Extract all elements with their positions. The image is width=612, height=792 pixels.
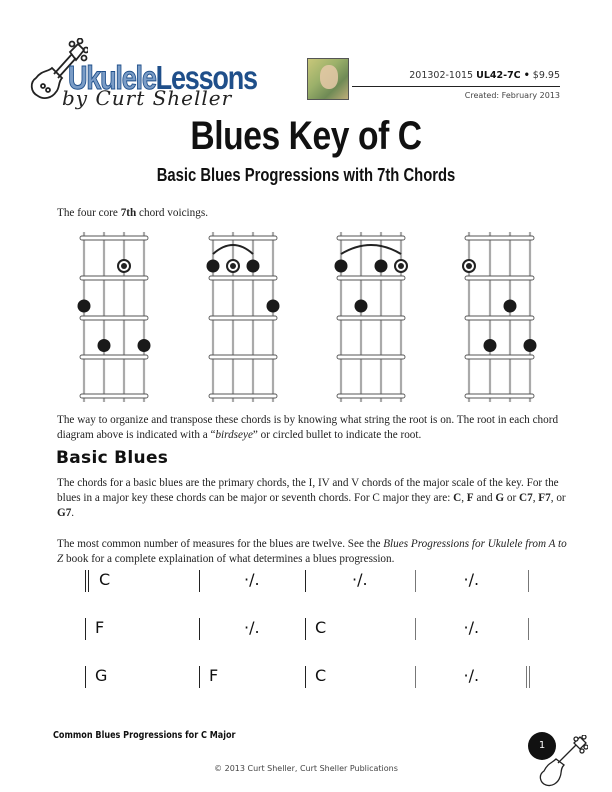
repeat-measure-icon: ·/. — [463, 666, 480, 685]
logo-byline: by Curt Sheller — [62, 86, 233, 110]
fret-line — [465, 276, 534, 280]
chord-diagram-3 — [335, 232, 408, 402]
fret-line — [80, 276, 148, 280]
intro-after: chord voicings. — [136, 207, 209, 219]
chord-symbol: G — [95, 666, 108, 685]
ukulele-icon — [538, 735, 588, 787]
separator: • — [523, 70, 530, 81]
finger-dot — [78, 300, 91, 313]
chord-f: F — [466, 492, 474, 504]
copyright: © 2013 Curt Sheller, Curt Sheller Publications — [214, 764, 398, 773]
sep: , — [461, 492, 467, 504]
chord-c7: C7 — [519, 492, 533, 504]
fret-line — [209, 236, 277, 240]
chord-symbol: F — [209, 666, 219, 685]
chord-symbol: F — [95, 618, 105, 637]
root-text-2: ” or circled bullet to indicate the root. — [252, 429, 422, 441]
logo — [28, 38, 308, 113]
product-number: 201302-1015 — [409, 70, 474, 81]
logo-word-lessons: Lessons — [155, 59, 257, 96]
repeat-measure-icon: ·/. — [463, 618, 480, 637]
barline — [526, 666, 527, 688]
barline — [85, 666, 86, 688]
fret-line — [80, 236, 148, 240]
fret-line — [465, 394, 534, 398]
finger-dot — [207, 260, 220, 273]
chord-g: G — [495, 492, 505, 504]
header-rule — [352, 86, 560, 87]
fret-line — [337, 276, 405, 280]
barline — [85, 618, 86, 640]
barline — [85, 570, 86, 592]
barre-arc — [341, 245, 401, 254]
repeat-measure-icon: ·/. — [244, 618, 260, 637]
fret-line — [209, 316, 277, 320]
finger-dot — [355, 300, 368, 313]
barline — [305, 666, 306, 688]
product-info — [409, 70, 560, 81]
sep: or — [504, 492, 520, 504]
root-text-1: The way to organize and transpose these chords is by knowing what string the root is on. The root in each chord diagram above is indicated with a “ — [57, 414, 559, 441]
fret-line — [337, 316, 405, 320]
measures-text-2: book for a complete explaination of what determines a blues progression. — [63, 553, 395, 565]
logo-word-ukulele: Ukulele — [68, 59, 156, 96]
root-center — [121, 263, 127, 269]
page-subtitle: Basic Blues Progressions with 7th Chords — [156, 164, 456, 185]
intro-before: The four core — [57, 207, 121, 219]
fret-line — [337, 394, 405, 398]
chord-diagram-1 — [78, 232, 151, 402]
repeat-measure-icon: ·/. — [244, 570, 260, 589]
section-heading: Basic Blues — [56, 448, 169, 468]
root-text-italic: birdseye — [215, 429, 253, 441]
chord-symbol: C — [315, 666, 327, 685]
fret-line — [209, 355, 277, 359]
author-face — [320, 65, 338, 89]
repeat-measure-icon: ·/. — [352, 570, 368, 589]
finger-dot — [524, 339, 537, 352]
fret-line — [337, 236, 405, 240]
barline — [88, 570, 89, 592]
barline — [415, 666, 416, 688]
finger-dot — [335, 260, 348, 273]
product-code: UL42-7C — [476, 70, 521, 81]
finger-dot — [484, 339, 497, 352]
root-center — [398, 263, 404, 269]
page-number: 1 — [528, 732, 556, 760]
finger-dot — [247, 260, 260, 273]
sep: , or — [550, 492, 566, 504]
barline — [199, 570, 200, 592]
chord-f7: F7 — [538, 492, 551, 504]
finger-dot — [504, 300, 517, 313]
barline — [199, 666, 200, 688]
sep: , — [532, 492, 539, 504]
barline — [305, 570, 306, 592]
barline — [528, 570, 529, 592]
finger-dot — [267, 300, 280, 313]
barline — [529, 666, 530, 688]
fret-line — [209, 276, 277, 280]
fret-line — [80, 316, 148, 320]
chord-g7: G7 — [57, 507, 72, 519]
fret-line — [80, 355, 148, 359]
created-date: Created: February 2013 — [464, 91, 560, 100]
blues-progression-chart — [70, 562, 550, 702]
barline — [305, 618, 306, 640]
root-center — [230, 263, 236, 269]
chord-diagram-4 — [463, 232, 537, 402]
chord-symbol: C — [99, 570, 111, 589]
page-title: Blues Key of C — [190, 114, 422, 158]
sep: . — [71, 507, 75, 519]
finger-dot — [138, 339, 151, 352]
chords-paragraph — [57, 476, 567, 521]
fret-line — [465, 355, 534, 359]
intro-bold: 7th — [120, 207, 137, 219]
fret-line — [465, 316, 534, 320]
footer-title: Common Blues Progressions for C Major — [53, 730, 236, 741]
root-paragraph — [57, 413, 567, 443]
repeat-measure-icon: ·/. — [463, 570, 480, 589]
author-photo — [307, 58, 349, 100]
root-center — [466, 263, 472, 269]
measures-text-1: The most common number of measures for the blues are twelve. See the — [57, 538, 384, 550]
finger-dot — [375, 260, 388, 273]
intro-text — [57, 206, 208, 221]
chord-diagram-2 — [207, 232, 280, 402]
fret-line — [209, 394, 277, 398]
price: $9.95 — [532, 70, 560, 81]
barline — [199, 618, 200, 640]
fret-line — [465, 236, 534, 240]
barline — [528, 618, 529, 640]
chords-text: The chords for a basic blues are the primary chords, the I, IV and V chords of the major scale of the key. For the blues in a major key these chords can be major or seventh chords. For C major they are: — [57, 477, 559, 504]
barline — [415, 618, 416, 640]
chord-symbol: C — [315, 618, 327, 637]
barline — [415, 570, 416, 592]
chord-diagram-canvas — [0, 220, 612, 420]
sep: and — [473, 492, 496, 504]
fret-line — [80, 394, 148, 398]
finger-dot — [98, 339, 111, 352]
book-title: Blues Progressions for Ukulele from A to Z — [57, 538, 567, 565]
fret-line — [337, 355, 405, 359]
chord-c: C — [453, 492, 462, 504]
